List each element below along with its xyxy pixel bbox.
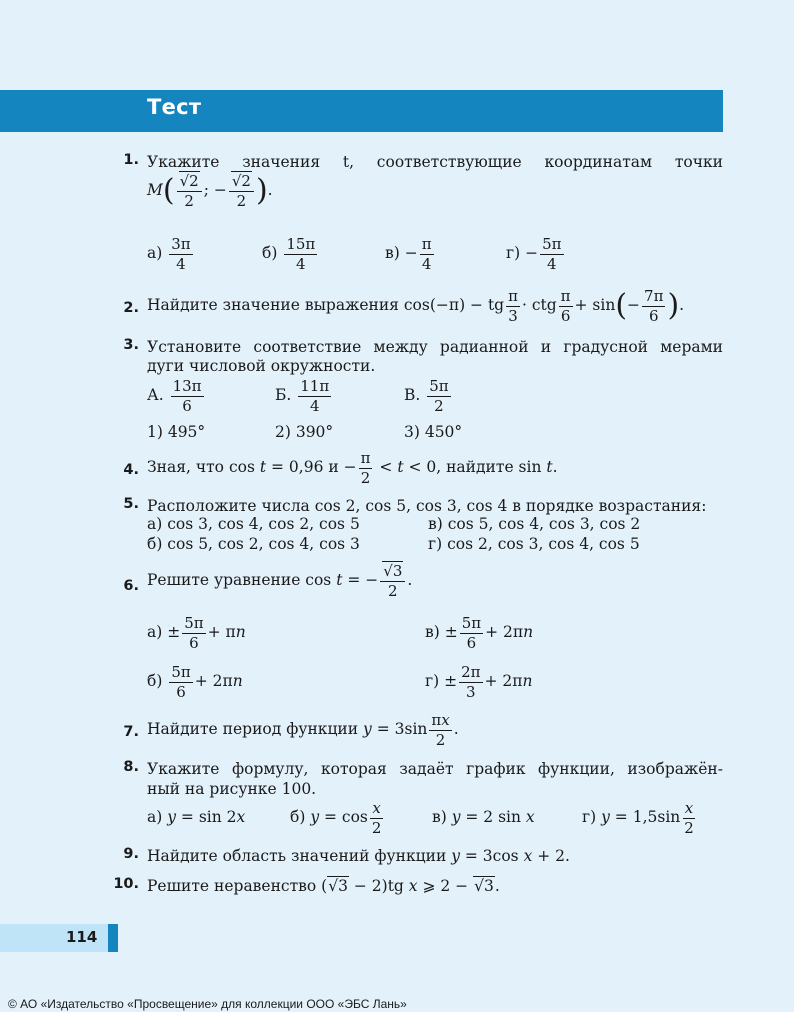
match-item: В. $\frac{5\pi}{2}$	[404, 377, 449, 415]
question-text: Зная, что cos t = 0,96 и − $\frac{\pi}{2}$ < t < 0, найдите sin t.	[147, 449, 558, 487]
answer-option: б) $\frac{5\pi}{6}$ + 2πn	[147, 663, 243, 701]
page-number-tab	[108, 924, 118, 952]
answer-option: а) y = sin 2x	[147, 808, 246, 826]
question-number: 5.	[123, 496, 139, 512]
degree-option: 3) 450°	[404, 423, 463, 441]
question-number: 3.	[123, 337, 139, 353]
match-item: Б. $\frac{11\pi}{4}$	[275, 377, 330, 415]
answer-option: г) − $\frac{5\pi}{4}$	[506, 235, 562, 273]
header-bar	[0, 90, 723, 132]
copyright-notice: © АО «Издательство «Просвещение» для коллекции ООО «ЭБС Лань»	[8, 997, 407, 1011]
degree-option: 2) 390°	[275, 423, 334, 441]
question-text: Найдите область значений функции y = 3cos x + 2.	[147, 847, 570, 865]
question-number: 2.	[123, 300, 139, 316]
question-text: Найдите период функции y = 3sin $\frac{\pi x}{2}$ .	[147, 711, 459, 749]
question-number: 1.	[123, 152, 139, 168]
answer-option: б) y = cos $\frac{x}{2}$	[290, 799, 382, 837]
degree-option: 1) 495°	[147, 423, 206, 441]
answer-option: в) − $\frac{\pi}{4}$	[385, 235, 432, 273]
question-number: 9.	[123, 846, 139, 862]
answer-option: а) $\frac{3\pi}{4}$	[147, 235, 191, 273]
answer-option: в) ± $\frac{5\pi}{6}$ + 2πn	[425, 614, 534, 652]
page-number: 114	[66, 928, 98, 946]
question-number: 6.	[123, 578, 139, 594]
question-text: Расположите числа cos 2, cos 5, cos 3, cos 4 в порядке возрастания:	[147, 497, 707, 515]
answer-option: г) y = 1,5sin $\frac{x}{2}$	[582, 799, 694, 837]
question-point: M( $\frac{√2}{2}$ ; − $\frac{√2}{2}$ ).	[147, 172, 273, 210]
question-text: Установите соответствие между радианной и градусной мерами	[147, 338, 723, 356]
question-number: 8.	[123, 759, 139, 775]
answer-option: в) cos 5, cos 4, cos 3, cos 2	[428, 515, 641, 533]
question-number: 4.	[123, 462, 139, 478]
match-item: А. $\frac{13\pi}{6}$	[147, 377, 202, 415]
question-text: дуги числовой окружности.	[147, 357, 376, 375]
answer-option: б) $\frac{15\pi}{4}$	[262, 235, 316, 273]
question-text: Укажите формулу, которая задаёт график функции, изображён-	[147, 760, 723, 778]
question-text: ный на рисунке 100.	[147, 780, 317, 798]
question-number: 10.	[113, 876, 139, 892]
answer-option: г) ± $\frac{2\pi}{3}$ + 2πn	[425, 663, 533, 701]
question-number: 7.	[123, 724, 139, 740]
question-text: Укажите значения t, соответствующие координатам точки	[147, 153, 723, 171]
answer-option: а) cos 3, cos 4, cos 2, cos 5	[147, 515, 360, 533]
answer-option: в) y = 2 sin x	[432, 808, 535, 826]
answer-option: б) cos 5, cos 2, cos 4, cos 3	[147, 535, 360, 553]
answer-option: г) cos 2, cos 3, cos 4, cos 5	[428, 535, 640, 553]
page-title: Тест	[147, 95, 202, 119]
question-text: Решите неравенство (√3 − 2)tg x ⩾ 2 − √3.	[147, 877, 500, 895]
answer-option: а) ± $\frac{5\pi}{6}$ + πn	[147, 614, 246, 652]
question-text: Найдите значение выражения cos(−π) − tg $\frac{\pi}{3}$ · ctg $\frac{\pi}{6}$ + sin(− $\frac{7\pi}{6}$ ).	[147, 287, 685, 325]
question-text: Решите уравнение cos t = − $\frac{√3}{2}$ .	[147, 562, 413, 600]
point-label: M	[147, 181, 163, 199]
